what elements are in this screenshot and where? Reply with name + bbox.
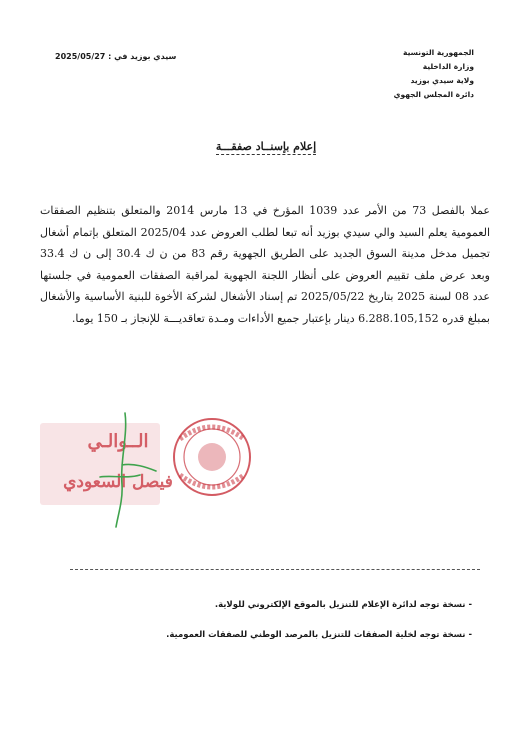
letterhead [324,46,474,102]
stamp-svg [30,405,270,535]
letterhead-line-governorate: ولاية سيدي بوزيد [410,76,474,85]
stamp-signature-area [30,405,270,535]
seal-emblem [198,443,226,471]
letterhead-line-republic: الجمهورية التونسية [403,48,474,57]
copy-item-info-dept: - نسخة توجه لدائرة الإعلام للتنزيل بالموقع الإلكتروني للولاية. [52,590,472,620]
body-paragraph: عملا بالفصل 73 من الأمر عدد 1039 المؤرخ في 13 مارس 2014 والمتعلق بتنظيم الصفقات العمومية يعلم السيد والي سيدي بوزيد أنه تبعا لطلب العروض عدد 2025/04 المتعلق بإتمام أشغال تجميل مدخل مدينة السوق الجديد على الطريق الجهوية رقم 83 من ن ك 30.4 إلى ن ك 33.4 وبعد عرض ملف تقييم العروض على أنظار اللجنة الجهوية لمراقبة الصفقات العمومية في جلستها عدد 08 لسنة 2025 بتاريخ 2025/05/22 تم إسناد الأشغال لشركة الأخوة للبنية الأساسية والأشغال بمبلغ قدره 6.288.105,152 دينار بإعتبار جميع الأداءات ومـدة تعاقديـــة للإنجاز بـ 150 يوما. [40,204,490,325]
document-title [0,140,532,153]
document-body [40,200,490,329]
official-seal [174,419,250,495]
copies-list [52,590,472,650]
stamp-name-text: فيصل السعودي [63,472,173,492]
copy-item-procurement-cell: - نسخة توجه لخلية الصفقات للتنزيل بالمرصد الوطني للصفقات العمومية. [52,620,472,650]
document-date: سيدي بوزيد في : 2025/05/27 [55,52,177,61]
stamp-title-text: الــوالـي [87,431,149,452]
name-stamp [40,423,173,505]
document-title-text: إعلام بإسنــاد صفقـــة [215,140,317,153]
letterhead-line-department: دائرة المجلس الجهوي [393,90,474,99]
section-divider [70,569,480,570]
letterhead-line-ministry: وزارة الداخلية [422,62,474,71]
